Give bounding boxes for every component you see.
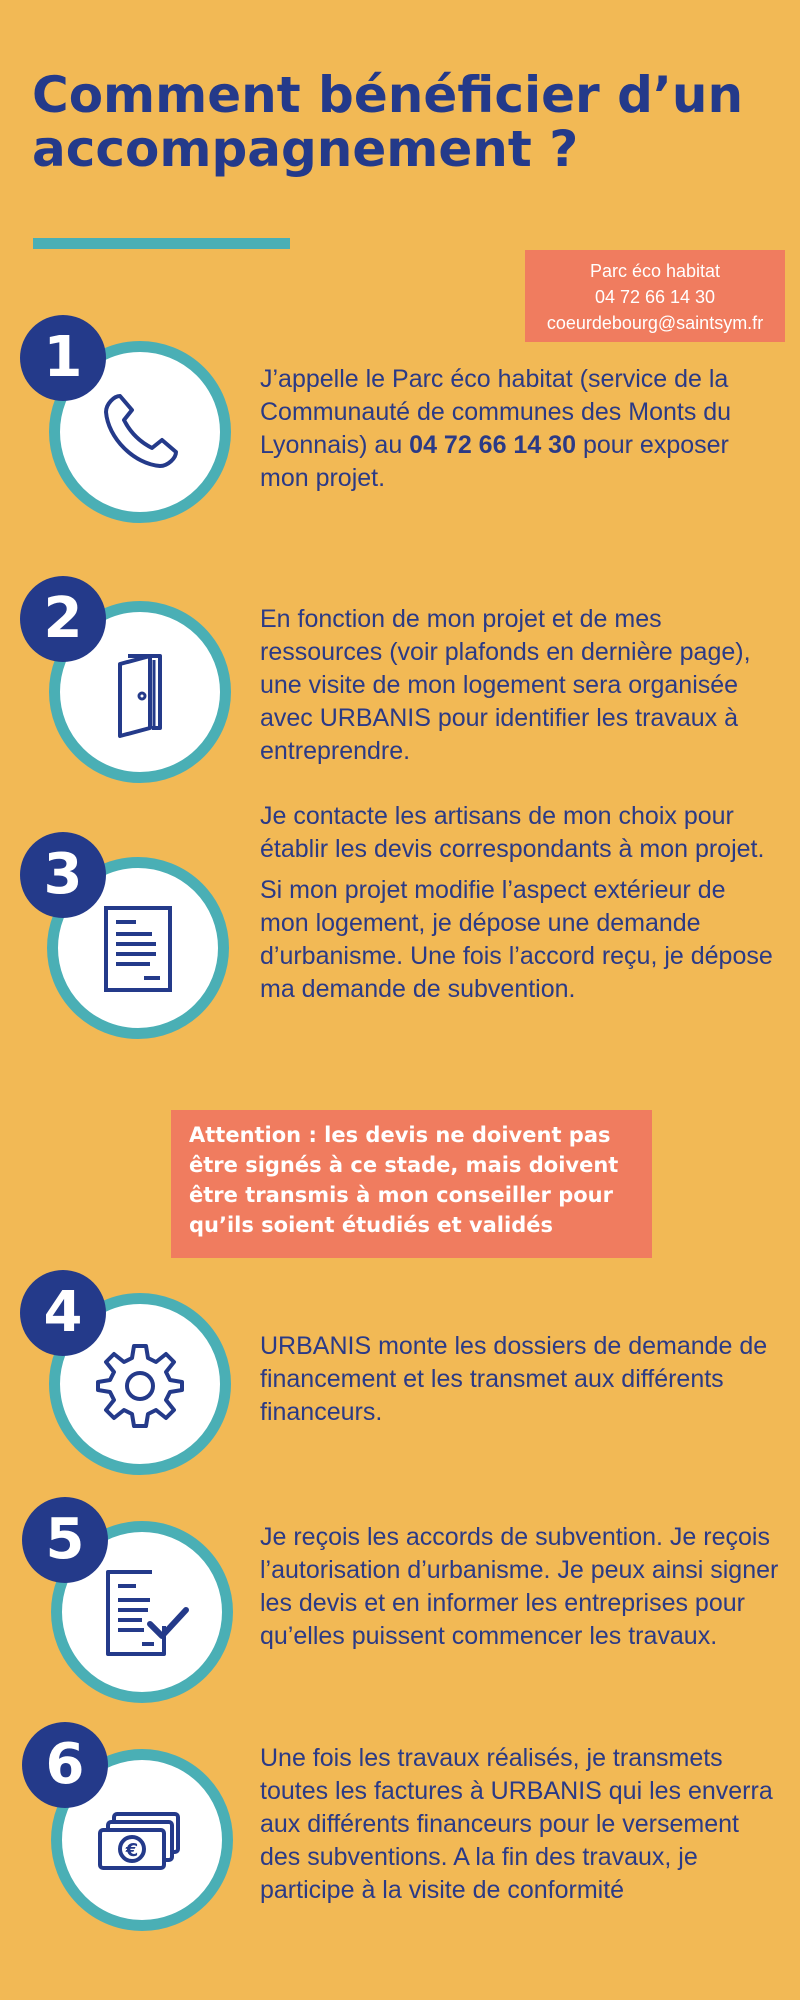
checked-document-icon — [92, 1562, 192, 1662]
contact-phone[interactable]: 04 72 66 14 30 — [594, 287, 716, 307]
attention-label: Attention : — [189, 1123, 317, 1147]
step-3-number: 3 — [20, 832, 106, 918]
step-3-paragraph-1: Je contacte les artisans de mon choix pour établir les devis correspondants à mon projet. — [260, 802, 765, 863]
gear-icon — [90, 1334, 190, 1434]
step-3-text — [260, 800, 780, 1006]
title-underline — [33, 238, 290, 249]
door-icon — [90, 642, 190, 742]
step-2-number: 2 — [20, 576, 106, 662]
contact-email[interactable]: coeurdebourg@saintsym.fr — [546, 313, 764, 333]
attention-box — [171, 1110, 652, 1258]
contact-box — [525, 250, 785, 342]
step-1-text — [260, 363, 780, 495]
step-1-phone-number: 04 72 66 14 30 — [409, 431, 576, 459]
step-5-text: Je reçois les accords de subvention. Je reçois l’autorisation d’urbanisme. Je peux ainsi signer les devis et en informer les entreprises pour qu’elles puissent commencer les travaux. — [260, 1523, 779, 1650]
page-title: Comment bénéficier d’un accompagnement ? — [32, 66, 744, 178]
step-4-number: 4 — [20, 1270, 106, 1356]
euro-banknotes-icon — [92, 1790, 192, 1890]
svg-text:€: € — [125, 1840, 139, 1861]
attention-text: les devis ne doivent pas être signés à ce stade, mais doivent être transmis à mon conseiller pour qu’ils soient étudiés et validés — [189, 1123, 619, 1237]
phone-icon — [90, 382, 190, 482]
step-3-paragraph-2: Si mon projet modifie l’aspect extérieur de mon logement, je dépose une demande d’urbanisme. Une fois l’accord reçu, je dépose ma demande de subvention. — [260, 876, 773, 1003]
document-icon — [88, 898, 188, 998]
step-5-number: 5 — [22, 1497, 108, 1583]
step-1-number: 1 — [20, 315, 106, 401]
step-6-number: 6 — [22, 1722, 108, 1808]
step-4-text: URBANIS monte les dossiers de demande de financement et les transmet aux différents financeurs. — [260, 1332, 768, 1426]
step-1-text-part: J’appelle le Parc éco habitat (service de la Communauté de communes des Monts du Lyonnais) au — [260, 365, 732, 459]
step-2-text: En fonction de mon projet et de mes ressources (voir plafonds en dernière page), une visite de mon logement sera organisée avec URBANIS pour identifier les travaux à entreprendre. — [260, 605, 751, 765]
step-6-text: Une fois les travaux réalisés, je transmets toutes les factures à URBANIS qui les enverra aux différents financeurs pour le versement des subventions. A la fin des travaux, je participe à la visite de conformité — [260, 1744, 773, 1904]
contact-name: Parc éco habitat — [589, 261, 721, 281]
step-1-text-end: pour exposer mon projet. — [260, 431, 729, 492]
